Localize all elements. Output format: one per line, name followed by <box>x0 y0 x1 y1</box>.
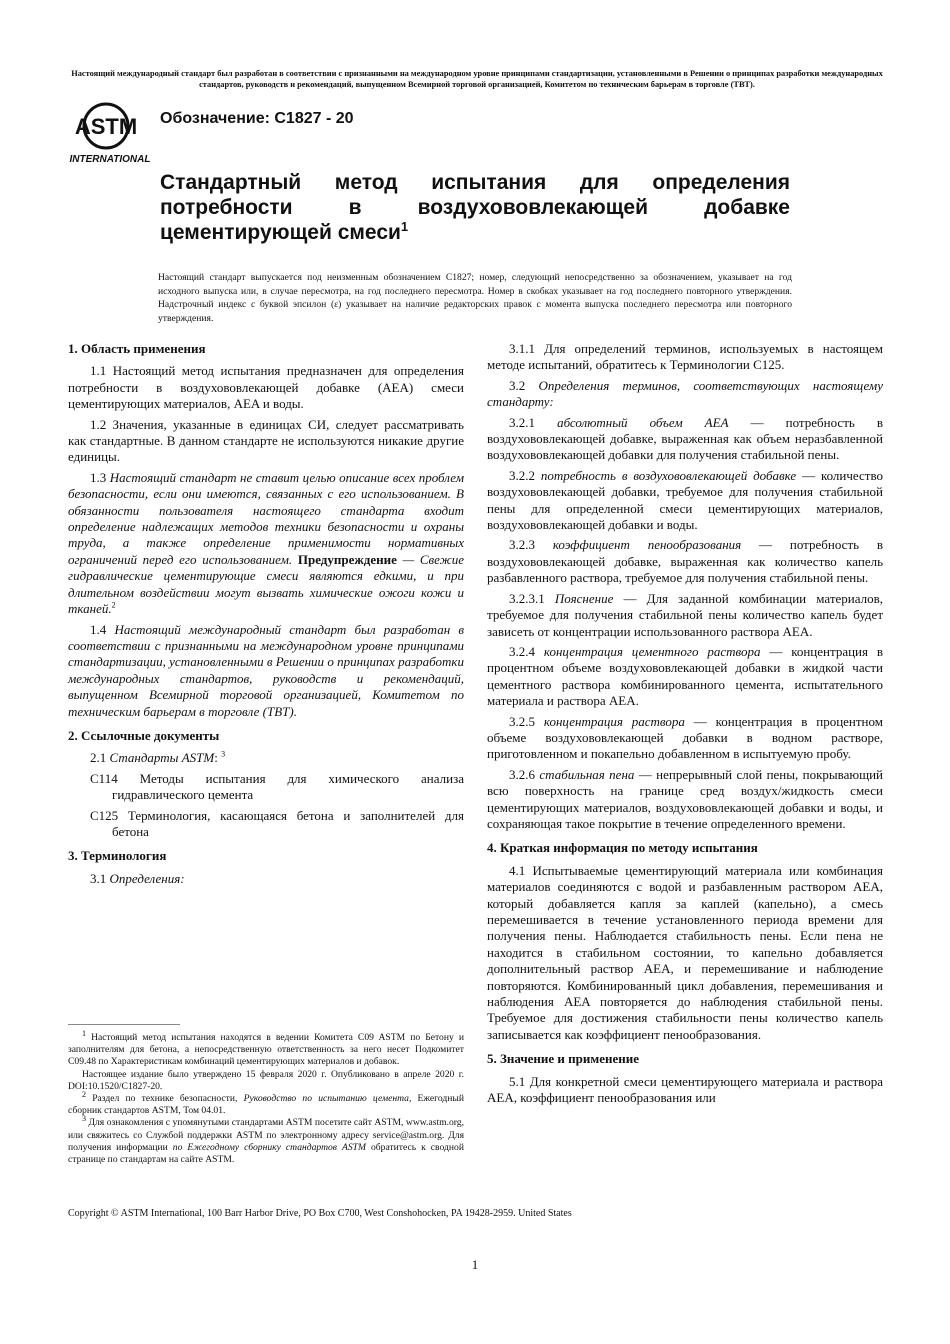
def-absolute-volume: — потребность в воздухововлекающей добавке, выраженная как объем неразбавленной воздухововлекающей добавки для получения стабильной пены. <box>487 414 884 463</box>
footnote-1-mark: 1 <box>82 1028 86 1038</box>
para-3-1-italic: Определения: <box>109 870 185 886</box>
right-column <box>487 341 883 1110</box>
para-3-2-3-1-num: 3.2.3.1 <box>509 590 555 606</box>
para-3-2-5-num: 3.2.5 <box>509 713 544 729</box>
footnotes <box>68 1028 464 1166</box>
footnote-ref-3: 3 <box>221 750 226 760</box>
astm-logo <box>66 100 154 166</box>
footnote-1 <box>68 1028 464 1069</box>
warning-label: Предупреждение <box>297 551 397 567</box>
title-text: Стандартный метод испытания для определения потребности в воздухововлекающей добавке цементирующей смеси <box>160 171 790 244</box>
copyright: Copyright © ASTM International, 100 Barr Harbor Drive, PO Box C700, West Conshohocken, PA 19428-2959. United States <box>68 1208 572 1219</box>
para-3-2-italic: Определения терминов, соответствующих настоящему стандарту: <box>487 377 883 410</box>
footnote-3 <box>68 1114 464 1166</box>
para-2-1-tail: : <box>214 750 218 766</box>
page-title <box>160 170 790 245</box>
para-1-3-num: 1.3 <box>90 469 110 485</box>
term-foam-index: коэффициент пенообразования <box>552 537 742 553</box>
term-solution-concentration: концентрация раствора <box>543 713 685 729</box>
para-1-3 <box>68 470 464 618</box>
para-2-1 <box>68 750 464 766</box>
para-1-4 <box>68 622 464 720</box>
para-1-3-tail: — Свежие гидравлические цементирующие смеси являются едкими, и при длительном воздействии могут вызвать химические ожоги кожи и тканей. <box>68 551 464 617</box>
ref-c114: C114 Методы испытания для химического анализа гидравлического цемента <box>90 770 464 803</box>
page-number: 1 <box>471 1257 479 1272</box>
para-3-2-3 <box>487 537 883 586</box>
para-3-2-5 <box>487 714 883 763</box>
para-1-4-num: 1.4 <box>90 621 115 637</box>
footnote-2-text-b: , Ежегодный сборник стандартов ASTM, Том 04.01. <box>68 1093 464 1117</box>
para-3-2-4 <box>487 644 883 710</box>
para-3-2-3-num: 3.2.3 <box>509 537 553 553</box>
term-aea-demand: потребность в воздухововлекающей добавке <box>540 467 797 483</box>
para-1-1: 1.1 Настоящий метод испытания предназначен для определения потребности в воздухововлекающей добавке (AEA) смеси цементирующих материалов, AEA и воды. <box>68 363 464 412</box>
para-3-2-6-num: 3.2.6 <box>509 766 540 782</box>
footnote-2-text-a: Раздел по технике безопасности, <box>86 1093 244 1105</box>
left-column <box>68 341 464 891</box>
footnote-2-italic: Руководство по испытанию цемента <box>243 1093 409 1105</box>
section-3-heading: 3. Терминология <box>68 848 167 864</box>
para-3-2-1 <box>487 415 883 464</box>
para-3-2-3-1 <box>487 591 883 640</box>
def-stable-foam: — непрерывный слой пены, покрывающий всю поверхность на границе сред воздух/жидкость смеси цементирующих материалов, воздухововлекающей добавки и воды, и сохраняющая такое покрытие в течение определенного времени. <box>487 766 883 831</box>
para-1-4-italic: Настоящий международный стандарт был разработан в соответствии с признанными на международном уровне принципами стандартизации, установленными в Решении о принципах разработки международных стандартов, руководств и рекомендаций, выпущенном Всемирной торговой организацией, Комитетом по техническим барьерам в торговле (TBT). <box>68 621 465 719</box>
para-5-1: 5.1 Для конкретной смеси цементирующего материала и раствора AEA, коэффициент пенообразования или <box>487 1073 883 1106</box>
para-3-1-num: 3.1 <box>90 870 110 886</box>
footnote-2 <box>68 1089 464 1117</box>
para-3-2-6 <box>487 767 883 833</box>
term-absolute-volume: абсолютный объем AEA <box>557 414 729 430</box>
para-1-2: 1.2 Значения, указанные в единицах СИ, следует рассматривать как стандартные. В данном стандарте не используются никакие другие единицы. <box>68 416 464 465</box>
section-1-heading: 1. Область применения <box>68 341 206 356</box>
title-footnote-ref: 1 <box>400 219 409 234</box>
footnote-1-text: Настоящий метод испытания находятся в ведении Комитета C09 ASTM по Бетону и заполнителям для бетона, а непосредственную ответственность за него несет Подкомитет C09.48 по Характеристикам комбинаций цементирующих материалов и добавок. <box>68 1032 464 1068</box>
def-note: — Для заданной комбинации материалов, требуемое для получения стабильной пены количество капель будет зависеть от концентрации использованного раствора AEA. <box>487 590 883 639</box>
def-foam-index: — потребность в воздухововлекающей добавке, выраженная как количество капель разбавленного раствора, требуемое для получения стабильной пены. <box>487 537 884 586</box>
section-2-heading: 2. Ссылочные документы <box>68 727 220 743</box>
footnote-3-text-b: обратитесь к сводной странице по стандартам на сайте ASTM. <box>68 1141 464 1166</box>
para-3-1 <box>68 871 464 887</box>
section-5-heading: 5. Значение и применение <box>487 1051 640 1067</box>
para-3-2 <box>487 378 883 411</box>
para-1-3-italic: Настоящий стандарт не ставит целью описание всех проблем безопасности, если они имеются, связанных с его использованием. В обязанности пользователя настоящего стандарта входит определение надлежащих методов техники безопасности и охраны труда, а также определение применимости нормативных ограничений перед его использованием. <box>68 469 464 567</box>
term-paste-concentration: концентрация цементного раствора <box>543 643 761 659</box>
def-solution-concentration: — концентрация в процентном объеме воздухововлекающей добавки в водном растворе, приготовленном и покапельно добавленном в испытуемую пробу. <box>487 713 883 762</box>
footnote-3-text-a: Для ознакомления с упомянутыми стандартами ASTM посетите сайт ASTM, www.astm.org, или свяжитесь со Службой поддержки ASTM по электронному адресу service@astm.org. Для получения информации <box>68 1117 464 1153</box>
para-4-1: 4.1 Испытываемые цементирующий материала или комбинация материалов соединяются с водой и разбавленным раствором AEA, который добавляется капля за каплей (капельно), а смесь перемешивается в течение установленного периода времени для получения пены. Наблюдается стабильность пены. Если пена не находится в стабильном состоянии, то капельно добавляется дополнительный раствор AEA, и перемешивание и наблюдение повторяются. Комбинированный цикл добавления, перемешивания и наблюдения AEA повторяется до наблюдения стабильной пены. Требуемое для достижения стабильности пены количество капель записывается как коэффициент пенообразования. <box>487 862 883 1042</box>
para-2-1-italic: Стандарты ASTM <box>109 750 215 766</box>
ref-c125: C125 Терминология, касающаяся бетона и заполнителей для бетона <box>90 807 464 839</box>
para-3-2-1-num: 3.2.1 <box>509 414 558 430</box>
footnote-1b: Настоящее издание было утверждено 15 февраля 2020 г. Опубликовано в апреле 2020 г. DOI:10.1520/C1827-20. <box>68 1068 464 1092</box>
term-note: Пояснение <box>554 590 614 606</box>
para-2-1-num: 2.1 <box>90 750 110 766</box>
para-3-1-1: 3.1.1 Для определений терминов, используемых в настоящем методе испытаний, обратитесь к Терминологии C125. <box>487 341 883 373</box>
para-3-2-2-num: 3.2.2 <box>509 467 541 483</box>
svg-text:ASTM: ASTM <box>74 114 138 139</box>
astm-logo-icon <box>66 100 154 166</box>
footnote-2-mark: 2 <box>82 1089 86 1099</box>
para-3-2-4-num: 3.2.4 <box>509 643 544 659</box>
section-4-heading: 4. Краткая информация по методу испытания <box>487 840 758 856</box>
intro-paragraph: Настоящий стандарт выпускается под неизменным обозначением C1827; номер, следующий непосредственно за обозначением, указывает на год исходного выпуска или, в случае пересмотра, на год последнего пересмотра. Номер в скобках указывает на год последнего повторного утверждения. Надстрочный индекс с буквой эпсилон (ε) указывает на наличие редакторских правок с момента выпуска последнего пересмотра или повторного утверждения. <box>158 272 792 324</box>
logo-text: INTERNATIONAL <box>69 154 151 165</box>
footnote-3-italic: по Ежегодному сборнику стандартов ASTM <box>172 1141 366 1153</box>
def-paste-concentration: — концентрация в процентном объеме воздухововлекающей добавки в жидкой части цементного раствора комбинированного цемента, испытательного материала и раствора AEA. <box>487 643 883 709</box>
term-stable-foam: стабильная пена <box>539 766 635 782</box>
header-notice: Настоящий международный стандарт был разработан в соответствии с признанными на международном уровне принципами стандартизации, установленными в Решении о принципах разработки международных стандартов, руководств и рекомендаций, выпущенном Всемирной торговой организацией, Комитетом по техническим барьерам в торговле (ТВТ). <box>71 69 883 89</box>
designation: Обозначение: C1827 - 20 <box>160 110 354 127</box>
para-3-2-num: 3.2 <box>509 377 539 393</box>
footnote-3-mark: 3 <box>82 1114 86 1124</box>
footnote-divider <box>68 1024 180 1025</box>
footnote-ref-2: 2 <box>111 600 116 610</box>
def-aea-demand: — количество воздухововлекающей добавки, требуемое для получения стабильной пены для определенной смеси цементирующих материалов, воздухововлекающей добавки и воды. <box>487 467 884 533</box>
para-3-2-2 <box>487 468 883 534</box>
